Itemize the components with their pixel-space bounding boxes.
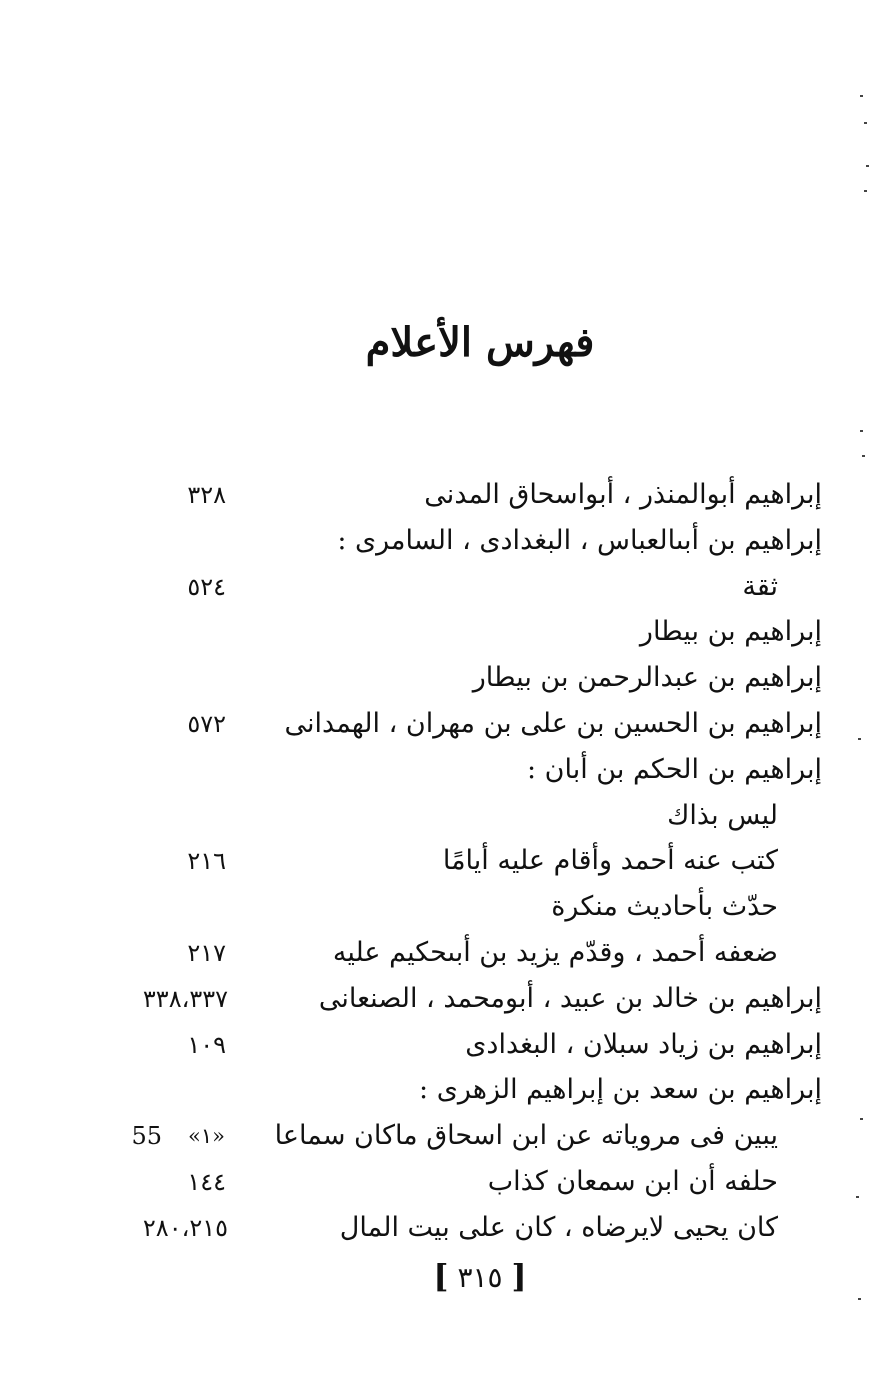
- scan-speck: [858, 1298, 861, 1300]
- entry-text: حدّث بأحاديث منكرة: [551, 891, 778, 923]
- entry-pages: 55: [131, 1122, 162, 1151]
- entry-text: ثقة: [742, 570, 778, 602]
- entry-text: إبراهيم بن بيطار: [639, 616, 822, 648]
- index-entry: [0, 977, 874, 1023]
- page-number: [0, 1256, 874, 1298]
- entry-pages: ٢١٦: [187, 847, 226, 876]
- bracket-close: ]: [433, 1257, 449, 1295]
- entry-text: إبراهيم بن أبىالعباس ، البغدادى ، السامرى :: [337, 524, 822, 556]
- entry-text: حلفه أن ابن سمعان كذاب: [487, 1165, 778, 1197]
- index-entry: [0, 702, 874, 748]
- index-entry: [0, 1023, 874, 1069]
- entry-text: إبراهيم أبوالمنذر ، أبواسحاق المدنى: [424, 479, 822, 510]
- entry-pages: ٥٢٤: [187, 572, 226, 601]
- scan-speck: [856, 1196, 859, 1198]
- index-entry: [0, 473, 874, 519]
- index-subentry: [0, 885, 874, 931]
- entry-text: إبراهيم بن عبدالرحمن بن بيطار: [472, 662, 822, 694]
- footnote-marker: «١»: [188, 1124, 225, 1149]
- entry-pages: ٢٨٠،٢١٥: [142, 1213, 228, 1242]
- index-entries: [0, 473, 874, 1252]
- entry-pages: ٢١٧: [187, 938, 226, 967]
- page-number-value: ٣١٥: [457, 1261, 503, 1294]
- index-entry: [0, 748, 874, 794]
- entry-text: ليس بذاك: [667, 799, 778, 831]
- entry-text: إبراهيم بن الحكم بن أبان :: [526, 753, 822, 785]
- index-subentry: [0, 1160, 874, 1206]
- scan-speck: [860, 430, 863, 432]
- scan-speck: [862, 455, 865, 457]
- entry-text: ضعفه أحمد ، وقدّم يزيد بن أبىحكيم عليه: [332, 936, 778, 968]
- entry-text: إبراهيم بن زياد سبلان ، البغدادى: [465, 1028, 822, 1060]
- entry-text: إبراهيم بن خالد بن عبيد ، أبومحمد ، الصنعانى: [318, 982, 822, 1014]
- entry-pages: ٣٣٨،٣٣٧: [142, 984, 228, 1013]
- entry-text: يبين فى مروياته عن ابن اسحاق ماكان سماعا: [274, 1120, 778, 1152]
- index-subentry: [0, 1114, 874, 1160]
- bracket-open: [: [511, 1257, 527, 1295]
- entry-pages: ٥٧٢: [187, 709, 226, 738]
- index-entry: [0, 519, 874, 565]
- index-subentry: [0, 839, 874, 885]
- index-subentry: [0, 1206, 874, 1252]
- scan-speck: [866, 165, 869, 167]
- entry-text: إبراهيم بن الحسين بن على بن مهران ، الهمدانى: [284, 707, 822, 739]
- scan-speck: [860, 95, 863, 97]
- scan-speck: [860, 1118, 863, 1120]
- index-subentry: [0, 565, 874, 611]
- entry-pages: ٣٢٨: [187, 481, 226, 509]
- index-subentry: [0, 794, 874, 840]
- index-entry: [0, 656, 874, 702]
- entry-pages: ١٠٩: [187, 1030, 226, 1059]
- entry-text: إبراهيم بن سعد بن إبراهيم الزهرى :: [419, 1074, 822, 1106]
- index-subentry: [0, 931, 874, 977]
- entry-pages: ١٤٤: [187, 1167, 226, 1196]
- scan-speck: [858, 738, 861, 740]
- scan-speck: [864, 190, 867, 192]
- index-entry: [0, 1068, 874, 1114]
- page-title: فهرس الأعلام: [365, 319, 595, 366]
- index-entry: [0, 610, 874, 656]
- entry-text: كتب عنه أحمد وأقام عليه أيامًا: [442, 845, 778, 877]
- scan-speck: [864, 122, 867, 124]
- entry-text: كان يحيى لايرضاه ، كان على بيت المال: [339, 1211, 778, 1243]
